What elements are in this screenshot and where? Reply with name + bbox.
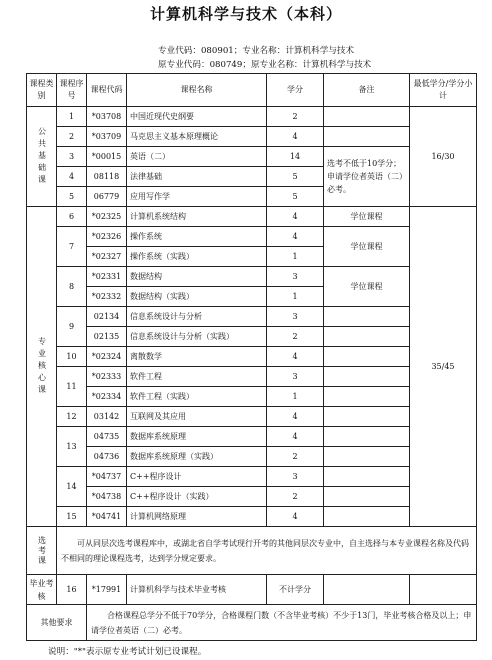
- seq: 7: [57, 227, 87, 267]
- course-name: 操作系统（实践）: [127, 247, 267, 267]
- category-other: 其他要求: [27, 605, 87, 641]
- category-graduation: 毕业考核: [27, 575, 57, 605]
- seq: 5: [57, 187, 87, 207]
- header-category: 课程类别: [27, 74, 57, 107]
- seq: 9: [57, 307, 87, 347]
- elective-description: 可从同层次选考课程库中，或湖北省自学考试现行开考的其他同层次专业中，自主选择与本专业课程名称及代码不相同的理论课程选考，达到学分规定要求。: [57, 527, 477, 575]
- seq: 6: [57, 207, 87, 227]
- credit: 4: [267, 507, 324, 527]
- seq: 3: [57, 147, 87, 167]
- course-code: *03709: [87, 127, 127, 147]
- page-title: 计算机科学与技术（本科）: [149, 5, 342, 23]
- seq: 15: [57, 507, 87, 527]
- course-name: 操作系统: [127, 227, 267, 247]
- course-code: *02331: [87, 267, 127, 287]
- course-name: 软件工程（实践）: [127, 387, 267, 407]
- course-name: C++程序设计（实践）: [127, 487, 267, 507]
- credit: 1: [267, 247, 324, 267]
- remark-degree: 学位课程: [324, 227, 410, 267]
- course-code: *04737: [87, 467, 127, 487]
- course-name: 信息系统设计与分析: [127, 307, 267, 327]
- course-name: 计算机网络原理: [127, 507, 267, 527]
- credit: 1: [267, 387, 324, 407]
- seq: 16: [57, 575, 87, 605]
- major-code-line: 专业代码：080901；专业名称：计算机科学与技术: [158, 46, 355, 56]
- footnote: 说明："*"表示原专业考试计划已设课程。: [48, 647, 207, 657]
- seq: 13: [57, 427, 87, 467]
- credit: 4: [267, 407, 324, 427]
- remark-public: 选考不低于10学分；申请学位者英语（二）必考。: [324, 147, 410, 207]
- course-code: *03708: [87, 107, 127, 127]
- course-name: 软件工程: [127, 367, 267, 387]
- remark-degree: 学位课程: [324, 267, 410, 307]
- curriculum-table: [26, 73, 477, 641]
- course-name: C++程序设计: [127, 467, 267, 487]
- category-core: 专业核心课: [27, 207, 57, 527]
- header-min-credit: 最低学分/学分小计: [410, 74, 477, 107]
- header-credit: 学分: [267, 74, 324, 107]
- course-name: 数据结构: [127, 267, 267, 287]
- course-code: *04741: [87, 507, 127, 527]
- category-elective: 选考课: [27, 527, 57, 575]
- course-code: *02327: [87, 247, 127, 267]
- course-name: 互联网及其应用: [127, 407, 267, 427]
- original-major-code-line: 原专业代码：080749；原专业名称：计算机科学与技术: [158, 60, 372, 70]
- course-name: 数据库系统原理（实践）: [127, 447, 267, 467]
- course-name: 应用写作学: [127, 187, 267, 207]
- course-code: 08118: [87, 167, 127, 187]
- course-code: *00015: [87, 147, 127, 167]
- credit: 1: [267, 287, 324, 307]
- remark-degree: 学位课程: [324, 207, 410, 227]
- course-code: *17991: [87, 575, 127, 605]
- credit: 4: [267, 227, 324, 247]
- seq: 10: [57, 347, 87, 367]
- course-name: 中国近现代史纲要: [127, 107, 267, 127]
- course-code: *02334: [87, 387, 127, 407]
- min-credit-core: 35/45: [410, 207, 477, 527]
- credit: 14: [267, 147, 324, 167]
- course-code: *02332: [87, 287, 127, 307]
- credit: 4: [267, 347, 324, 367]
- seq: 1: [57, 107, 87, 127]
- course-name: 马克思主义基本原理概论: [127, 127, 267, 147]
- credit: 5: [267, 167, 324, 187]
- seq: 2: [57, 127, 87, 147]
- course-code: 03142: [87, 407, 127, 427]
- course-name: 英语（二）: [127, 147, 267, 167]
- credit: 3: [267, 367, 324, 387]
- min-credit-public: 16/30: [410, 107, 477, 207]
- seq: 8: [57, 267, 87, 307]
- course-name: 数据结构（实践）: [127, 287, 267, 307]
- credit: 4: [267, 427, 324, 447]
- credit: 2: [267, 487, 324, 507]
- course-code: *02333: [87, 367, 127, 387]
- header-seq: 课程序号: [57, 74, 87, 107]
- seq: 14: [57, 467, 87, 507]
- course-code: 06779: [87, 187, 127, 207]
- credit: 2: [267, 107, 324, 127]
- course-name: 信息系统设计与分析（实践）: [127, 327, 267, 347]
- course-name: 法律基础: [127, 167, 267, 187]
- credit: 不计学分: [267, 575, 324, 605]
- course-name: 离散数学: [127, 347, 267, 367]
- credit: 4: [267, 127, 324, 147]
- credit: 5: [267, 187, 324, 207]
- header-code: 课程代码: [87, 74, 127, 107]
- seq: 12: [57, 407, 87, 427]
- seq: 11: [57, 367, 87, 407]
- header-name: 课程名称: [127, 74, 267, 107]
- other-requirements: 合格课程总学分不低于70学分，合格课程门数（不含毕业考核）不少于13门，毕业考核合格及以上；申请学位者英语（二）必考。: [87, 605, 477, 641]
- course-name: 计算机科学与技术毕业考核: [127, 575, 267, 605]
- credit: 2: [267, 327, 324, 347]
- course-code: *02326: [87, 227, 127, 247]
- course-code: 04735: [87, 427, 127, 447]
- course-code: 02134: [87, 307, 127, 327]
- course-name: 数据库系统原理: [127, 427, 267, 447]
- course-code: 02135: [87, 327, 127, 347]
- major-codes: [158, 44, 371, 72]
- header-remark: 备注: [324, 74, 410, 107]
- credit: 3: [267, 307, 324, 327]
- course-code: *02324: [87, 347, 127, 367]
- credit: 3: [267, 267, 324, 287]
- credit: 2: [267, 447, 324, 467]
- course-code: *04738: [87, 487, 127, 507]
- credit: 3: [267, 467, 324, 487]
- credit: 4: [267, 207, 324, 227]
- seq: 4: [57, 167, 87, 187]
- course-code: *02325: [87, 207, 127, 227]
- course-code: 04736: [87, 447, 127, 467]
- category-public: 公共基础课: [27, 107, 57, 207]
- course-name: 计算机系统结构: [127, 207, 267, 227]
